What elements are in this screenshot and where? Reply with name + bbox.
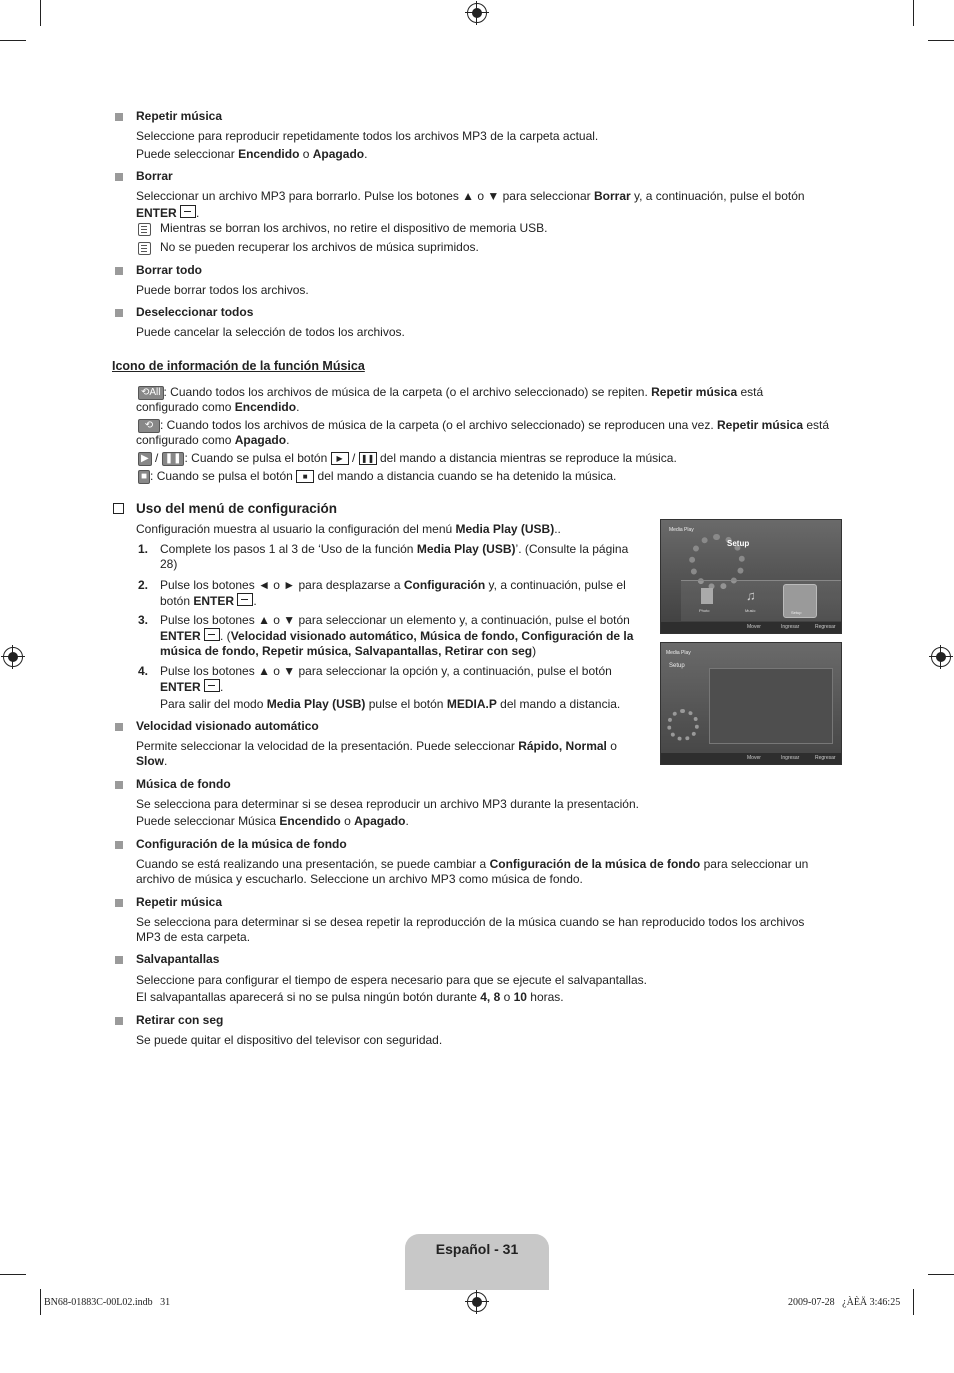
repeat-one-icon: ⟲	[138, 419, 160, 433]
item-title: Borrar todo	[136, 263, 202, 277]
step-text: botón ENTER .	[160, 594, 257, 608]
bottom-bar	[661, 753, 841, 764]
page-number: Español - 31	[435, 1241, 519, 1257]
item-text: archivo de música y escucharlo. Seleccione un archivo MP3 como música de fondo.	[136, 872, 583, 886]
bottom-bar	[661, 622, 841, 633]
photo-icon	[701, 588, 713, 604]
registration-mark-icon	[3, 647, 23, 667]
enter-icon	[204, 679, 220, 692]
note-icon	[138, 223, 151, 236]
item-text: Cuando se está realizando una presentación, se puede cambiar a Configuración de la música de fondo para seleccionar un	[136, 857, 809, 871]
item-title: Repetir música	[136, 895, 223, 909]
setup-options-screenshot	[660, 642, 842, 765]
setup-menu-screenshot	[660, 519, 842, 634]
item-title: Retirar con seg	[136, 1013, 224, 1027]
item-title: Configuración de la música de fondo	[136, 837, 347, 851]
tile-label: Setup	[791, 610, 802, 615]
play-status-icon: ▶	[138, 452, 152, 466]
enter-icon	[204, 628, 220, 641]
screen-title: Setup	[727, 539, 750, 548]
item-text: Puede seleccionar Música Encendido o Apagado.	[136, 814, 409, 828]
note-text: Mientras se borran los archivos, no retire el dispositivo de memoria USB.	[160, 221, 548, 235]
enter-icon	[237, 593, 253, 606]
repeat-all-icon: ⟲All	[138, 386, 164, 400]
icon-row: ⟲ : Cuando todos los archivos de música de la carpeta (o el archivo seleccionado) se reproducen una vez. Repetir música está	[138, 418, 829, 433]
enter-icon	[180, 205, 196, 218]
note-text: No se pueden recuperar los archivos de música suprimidos.	[160, 240, 479, 254]
step-text: Complete los pasos 1 al 3 de ‘Uso de la función Media Play (USB)’. (Consulte la página	[160, 542, 629, 556]
icon-row: ■ : Cuando se pulsa el botón ■ del mando a distancia cuando se ha detenido la música.	[138, 469, 616, 484]
pause-status-icon: ❚❚	[162, 452, 185, 466]
stop-button-icon: ■	[296, 470, 314, 483]
intro-text: Configuración muestra al usuario la configuración del menú Media Play (USB)..	[136, 522, 561, 536]
item-text: Puede seleccionar Encendido o Apagado.	[136, 147, 368, 161]
step-number: 2.	[138, 578, 149, 592]
item-title: Salvapantallas	[136, 952, 220, 966]
bar-item: Regresar	[815, 624, 836, 630]
step-number: 1.	[138, 542, 149, 556]
pause-button-icon: ❚❚	[359, 452, 377, 465]
item-text: Se selecciona para determinar si se desea repetir la reproducción de la música cuando se han reproducido todos los archivos	[136, 915, 805, 929]
step-text: música de fondo, Repetir música, Salvapantallas, Retirar con seg)	[160, 644, 537, 658]
item-text: MP3 de esta carpeta.	[136, 930, 251, 944]
icon-row: configurado como Encendido.	[136, 400, 300, 414]
options-panel	[709, 668, 833, 744]
item-text: El salvapantallas aparecerá si no se pulsa ningún botón durante 4, 8 o 10 horas.	[136, 990, 564, 1004]
item-text: ENTER .	[136, 206, 200, 220]
item-text: Se selecciona para determinar si se desea reproducir un archivo MP3 durante la presentación.	[136, 797, 639, 811]
registration-mark-icon	[467, 3, 487, 23]
side-label: Setup	[669, 663, 685, 669]
step-text: Pulse los botones ▲ o ▼ para seleccionar un elemento y, a continuación, pulse el botón	[160, 613, 630, 627]
crop-mark	[0, 1274, 26, 1275]
crop-mark	[928, 40, 954, 41]
item-text: Slow.	[136, 754, 168, 768]
bullet-square-icon	[115, 309, 123, 317]
step-text: ENTER . (Velocidad visionado automático, Música de fondo, Configuración de la	[160, 629, 634, 643]
icon-row: configurado como Apagado.	[136, 433, 290, 447]
bullet-square-icon	[115, 781, 123, 789]
crop-mark	[928, 1274, 954, 1275]
tile-label: Music	[745, 608, 756, 613]
bar-item: Ingresar	[781, 755, 800, 761]
step-text: ENTER .	[160, 680, 224, 694]
section-heading: Uso del menú de configuración	[136, 501, 338, 516]
step-text: Pulse los botones ◄ o ► para desplazarse a Configuración y, a continuación, pulse el	[160, 578, 626, 592]
item-text: Seleccione para configurar el tiempo de espera necesario para que se ejecute el salvapantallas.	[136, 973, 647, 987]
step-text: Para salir del modo Media Play (USB) pulse el botón MEDIA.P del mando a distancia.	[160, 697, 621, 711]
icon-row: ⟲All : Cuando todos los archivos de música de la carpeta (o el archivo seleccionado) se repiten. Repetir música está	[138, 385, 763, 400]
tile-label: Photo	[699, 608, 710, 613]
music-icon: ♫	[746, 588, 756, 603]
step-text: Pulse los botones ▲ o ▼ para seleccionar la opción y, a continuación, pulse el botón	[160, 664, 612, 678]
bullet-square-icon	[115, 723, 123, 731]
brand-label: Media Play	[666, 650, 691, 656]
item-title: Música de fondo	[136, 777, 231, 791]
step-text: 28)	[160, 557, 178, 571]
item-title: Deseleccionar todos	[136, 305, 254, 319]
bullet-square-icon	[115, 956, 123, 964]
note-icon	[138, 242, 151, 255]
crop-mark	[913, 0, 914, 26]
item-title: Borrar	[136, 169, 173, 183]
checkbox-bullet-icon	[113, 503, 124, 514]
item-text: Puede borrar todos los archivos.	[136, 283, 309, 297]
bullet-square-icon	[115, 113, 123, 121]
registration-mark-icon	[467, 1292, 487, 1312]
icon-row: ▶ / ❚❚ : Cuando se pulsa el botón ▶ / ❚❚ del mando a distancia mientras se reproduce la música.	[138, 451, 677, 466]
item-text: Se puede quitar el dispositivo del televisor con seguridad.	[136, 1033, 443, 1047]
item-title: Velocidad visionado automático	[136, 719, 319, 733]
bar-item: Mover	[747, 755, 761, 761]
brand-label: Media Play	[669, 527, 694, 533]
step-number: 3.	[138, 613, 149, 627]
section-heading: Icono de información de la función Música	[112, 359, 365, 373]
item-text: Puede cancelar la selección de todos los archivos.	[136, 325, 405, 339]
crop-mark	[40, 1289, 41, 1315]
bullet-square-icon	[115, 267, 123, 275]
footer-timestamp: 2009-07-28 ¿ÀÈÄ 3:46:25	[788, 1297, 901, 1308]
registration-mark-icon	[931, 647, 951, 667]
play-button-icon: ▶	[331, 452, 349, 465]
bar-item: Ingresar	[781, 624, 800, 630]
bar-item: Regresar	[815, 755, 836, 761]
bullet-square-icon	[115, 1017, 123, 1025]
item-text: Seleccione para reproducir repetidamente todos los archivos MP3 de la carpeta actual.	[136, 129, 599, 143]
bar-item: Mover	[747, 624, 761, 630]
bullet-square-icon	[115, 173, 123, 181]
bullet-square-icon	[115, 841, 123, 849]
crop-mark	[40, 0, 41, 26]
step-number: 4.	[138, 664, 149, 678]
item-text: Seleccionar un archivo MP3 para borrarlo. Pulse los botones ▲ o ▼ para seleccionar Borrar y, a continuación, pulse el botón	[136, 189, 805, 203]
crop-mark	[913, 1289, 914, 1315]
item-text: Permite seleccionar la velocidad de la presentación. Puede seleccionar Rápido, Normal o	[136, 739, 617, 753]
item-title: Repetir música	[136, 109, 223, 123]
stop-status-icon: ■	[138, 470, 150, 484]
bullet-square-icon	[115, 899, 123, 907]
footer-file: BN68-01883C-00L02.indb 31	[44, 1297, 171, 1308]
gear-icon	[667, 709, 699, 741]
crop-mark	[0, 40, 26, 41]
